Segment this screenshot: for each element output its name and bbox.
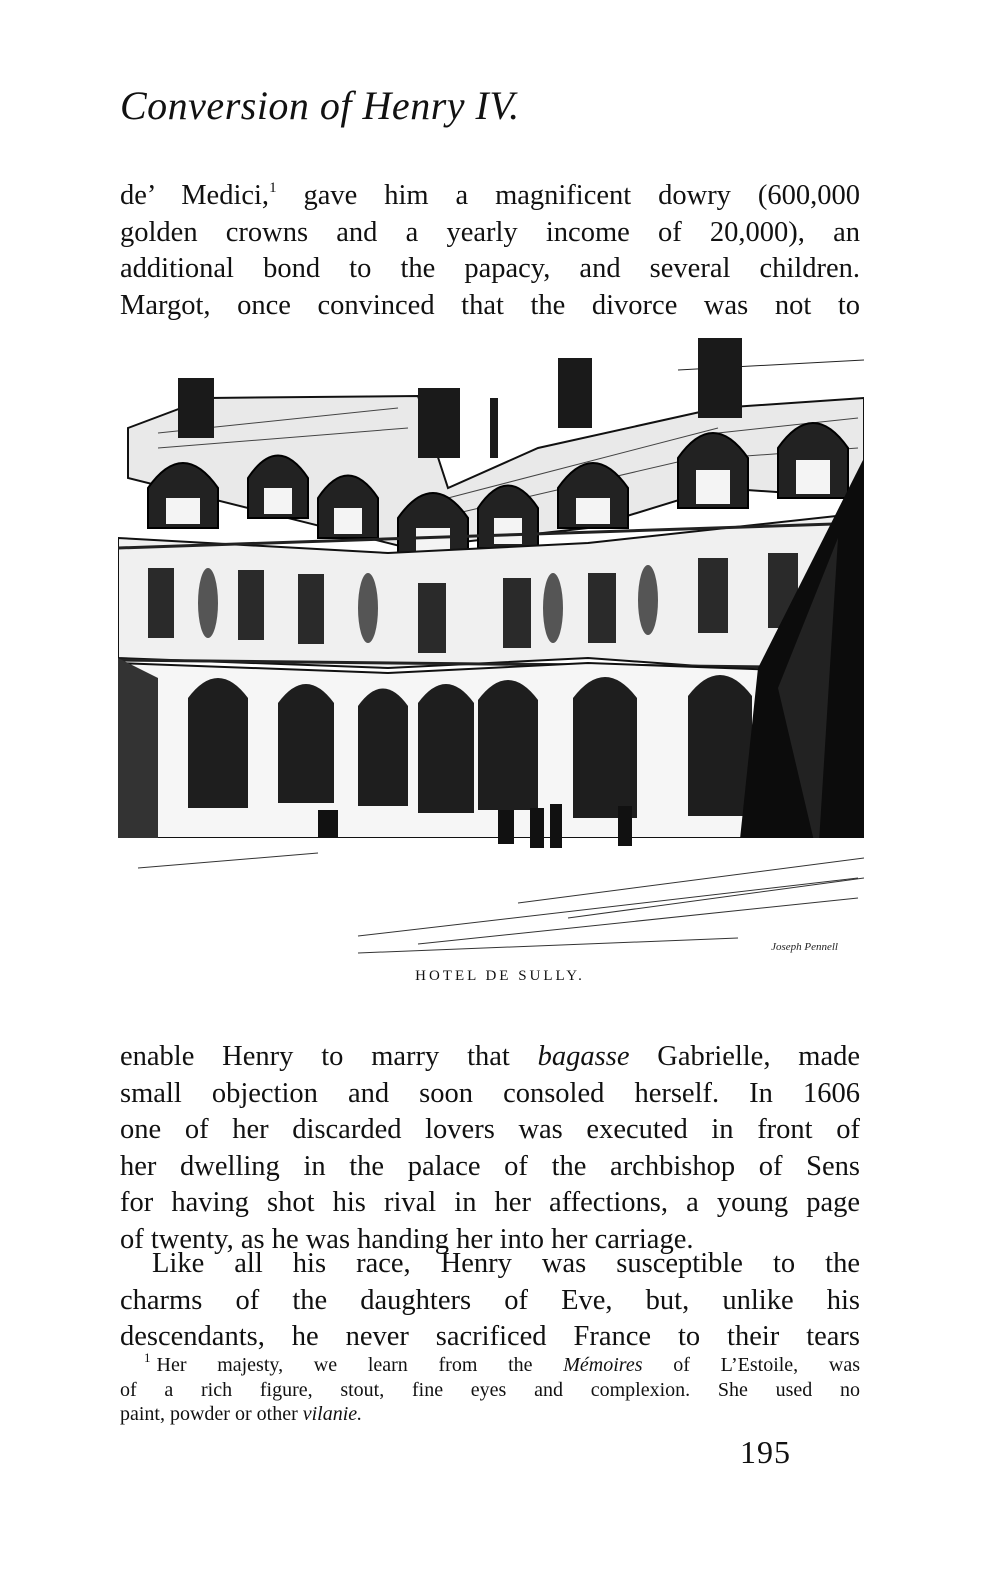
text-line: Margot, once convinced that the divorce was not to	[120, 289, 860, 321]
figure-caption: HOTEL DE SULLY.	[415, 968, 585, 984]
illustration-signature: Joseph Pennell	[771, 941, 838, 953]
page-number: 195	[740, 1434, 791, 1470]
text-line: enable Henry to marry that bagasse Gabrielle, made	[120, 1041, 860, 1072]
text-line: golden crowns and a yearly income of 20,000), an	[120, 216, 860, 248]
footnote-reference: 1	[269, 180, 277, 196]
text-line: of twenty, as he was handing her into her carriage.	[120, 1223, 694, 1255]
text-line: small objection and soon consoled herself. In 1606	[120, 1077, 860, 1109]
text-line: one of her discarded lovers was executed in front of	[120, 1114, 860, 1145]
footnote	[120, 1350, 860, 1427]
footnote-mark: 1	[144, 1350, 151, 1365]
footnote-line: $^1$ Her majesty, we learn from the Mémoires of L’Estoile, was	[144, 1350, 860, 1376]
footnote-line: of a rich figure, stout, fine eyes and complexion. She used no	[120, 1378, 860, 1401]
text-line: her dwelling in the palace of the archbishop of Sens	[120, 1150, 860, 1182]
paragraph-margot	[120, 1039, 860, 1258]
footnote-line: paint, powder or other vilanie.	[120, 1403, 363, 1425]
illustration-hotel-de-sully	[118, 338, 864, 966]
text-line: Like all his race, Henry was susceptible to the	[152, 1248, 860, 1279]
text-line: for having shot his rival in her affections, a young page	[120, 1187, 860, 1218]
text-line: additional bond to the papacy, and several children.	[120, 253, 860, 284]
text-line: descendants, he never sacrificed France to their tears	[120, 1321, 860, 1352]
paragraph-henry-race	[120, 1246, 860, 1356]
text-line: de’ Medici,$^1$ gave him a magnificent dowry (600,000	[120, 180, 860, 211]
running-title: Conversion of Henry IV.	[120, 83, 520, 128]
text-line: charms of the daughters of Eve, but, unlike his	[120, 1284, 860, 1316]
paragraph-dowry	[120, 178, 860, 324]
